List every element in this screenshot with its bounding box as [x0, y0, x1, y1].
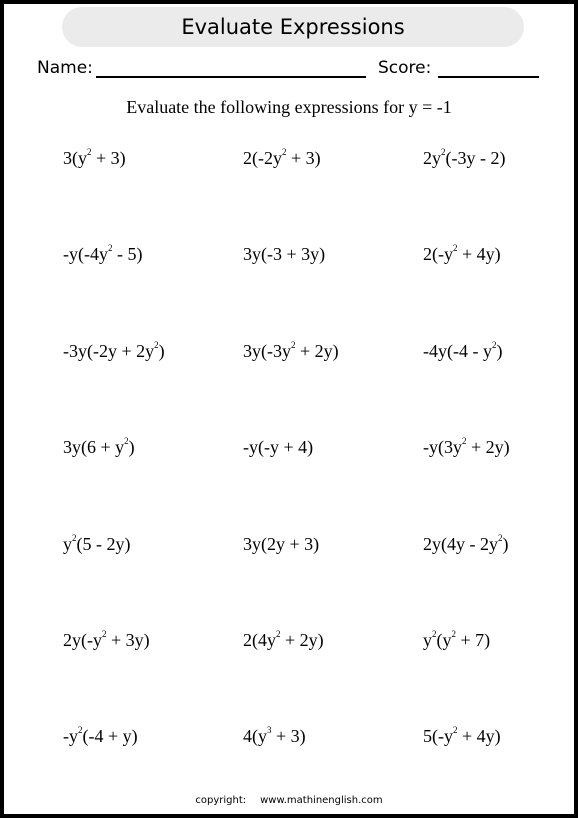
problem-expression: -y(-y + 4)	[243, 437, 314, 457]
problem-expression: $y^2(5 - 2y)$	[63, 533, 131, 554]
problem-expression: $-y(-4y^2 - 5)$	[63, 243, 143, 264]
problem-expression: $2y^2(-3y - 2)$	[423, 147, 506, 168]
problem-expression: $-y^2(-4 + y)$	[63, 725, 138, 746]
name-label: Name:	[37, 58, 93, 78]
problem-expression: $-3y(-2y + 2y^2)$	[63, 340, 165, 361]
problem-expression: $2y(-y^2 + 3y)$	[63, 629, 150, 650]
problem-expression: $-4y(-4 - y^2)$	[423, 340, 503, 361]
problem-expression: 3y(2y + 3)	[243, 534, 320, 554]
copyright-label: copyright:	[195, 795, 247, 806]
worksheet-title: Evaluate Expressions	[62, 7, 524, 47]
name-blank-line[interactable]	[96, 76, 366, 78]
problem-expression: $3y(-3y^2 + 2y)$	[243, 340, 339, 361]
problem-expression: $y^2(y^2 + 7)$	[423, 629, 491, 650]
problem-expression: $-y(3y^2 + 2y)$	[423, 436, 510, 457]
problem-expression: $3y(6 + y^2)$	[63, 436, 135, 457]
website-link[interactable]: www.mathinenglish.com	[260, 795, 383, 806]
problem-expression: $4(y^3 + 3)$	[243, 725, 306, 746]
problem-expression: $2(4y^2 + 2y)$	[243, 629, 324, 650]
problem-expression: $5(-y^2 + 4y)$	[423, 725, 501, 746]
instruction-text: Evaluate the following expressions for y = -1	[126, 97, 452, 117]
problem-expression: $3(y^2 + 3)$	[63, 147, 126, 168]
score-label: Score:	[378, 58, 432, 78]
problem-expression: 3y(-3 + 3y)	[243, 244, 326, 264]
problem-expression: $2y(4y - 2y^2)$	[423, 533, 509, 554]
footer	[4, 795, 574, 806]
score-blank-line[interactable]	[438, 76, 539, 78]
problem-expression: $2(-2y^2 + 3)$	[243, 147, 321, 168]
problem-expression: $2(-y^2 + 4y)$	[423, 243, 501, 264]
